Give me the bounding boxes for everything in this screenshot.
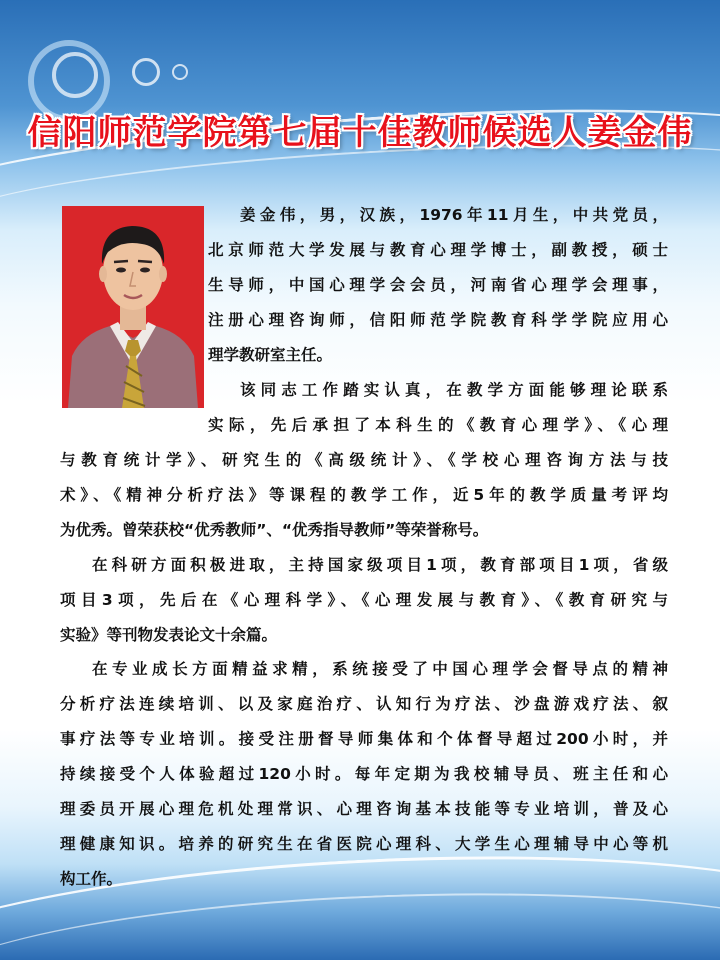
text-line: 实验》等刊物发表论文十余篇。 bbox=[60, 626, 278, 644]
text-line: 持续接受个人体验超过120小时。每年定期为我校辅导员、班主任和心 bbox=[60, 765, 668, 783]
page-title: 信阳师范学院第七届十佳教师候选人姜金伟 bbox=[27, 113, 693, 153]
paragraph-teaching-top bbox=[208, 373, 668, 443]
text-line: 理健康知识。培养的研究生在省医院心理科、大学生心理辅导中心等机 bbox=[60, 835, 668, 853]
text-line: 姜金伟，男，汉族，1976年11月生，中共党员， bbox=[240, 206, 668, 224]
text-line: 术》、《精神分析疗法》等课程的教学工作，近5年的教学质量考评均 bbox=[60, 486, 668, 504]
paragraph-research bbox=[60, 548, 668, 653]
text-line: 构工作。 bbox=[60, 870, 123, 888]
text-line: 注册心理咨询师，信阳师范学院教育科学学院应用心 bbox=[208, 311, 668, 329]
decorative-ring-icon bbox=[132, 58, 160, 86]
text-line: 项目3项，先后在《心理科学》、《心理发展与教育》、《教育研究与 bbox=[60, 591, 668, 609]
text-line: 实际，先后承担了本科生的《教育心理学》、《心理 bbox=[208, 416, 668, 434]
text-line: 为优秀。曾荣获校“优秀教师”、“优秀指导教师”等荣誉称号。 bbox=[60, 521, 489, 539]
paragraph-intro bbox=[208, 198, 668, 373]
portrait-photo bbox=[62, 206, 204, 408]
paragraph-teaching bbox=[60, 443, 668, 548]
decorative-ring-icon bbox=[52, 52, 98, 98]
decorative-ring-icon bbox=[172, 64, 188, 80]
text-line: 分析疗法连续培训、以及家庭治疗、认知行为疗法、沙盘游戏疗法、叙 bbox=[60, 695, 668, 713]
text-line: 事疗法等专业培训。接受注册督导师集体和个体督导超过200小时，并 bbox=[60, 730, 668, 748]
text-line: 与教育统计学》、研究生的《高级统计》、《学校心理咨询方法与技 bbox=[60, 451, 668, 469]
text-line: 在科研方面积极进取，主持国家级项目1项，教育部项目1项，省级 bbox=[92, 556, 668, 574]
text-line: 理委员开展心理危机处理常识、心理咨询基本技能等专业培训，普及心 bbox=[60, 800, 668, 818]
portrait-icon bbox=[62, 206, 204, 408]
text-line: 在专业成长方面精益求精，系统接受了中国心理学会督导点的精神 bbox=[92, 660, 668, 678]
text-line: 北京师范大学发展与教育心理学博士，副教授，硕士 bbox=[208, 241, 668, 259]
text-line: 生导师，中国心理学会会员，河南省心理学会理事， bbox=[208, 276, 668, 294]
paragraph-professional-growth bbox=[60, 652, 668, 897]
text-line: 该同志工作踏实认真，在教学方面能够理论联系 bbox=[240, 381, 668, 399]
text-line: 理学教研室主任。 bbox=[208, 346, 333, 364]
